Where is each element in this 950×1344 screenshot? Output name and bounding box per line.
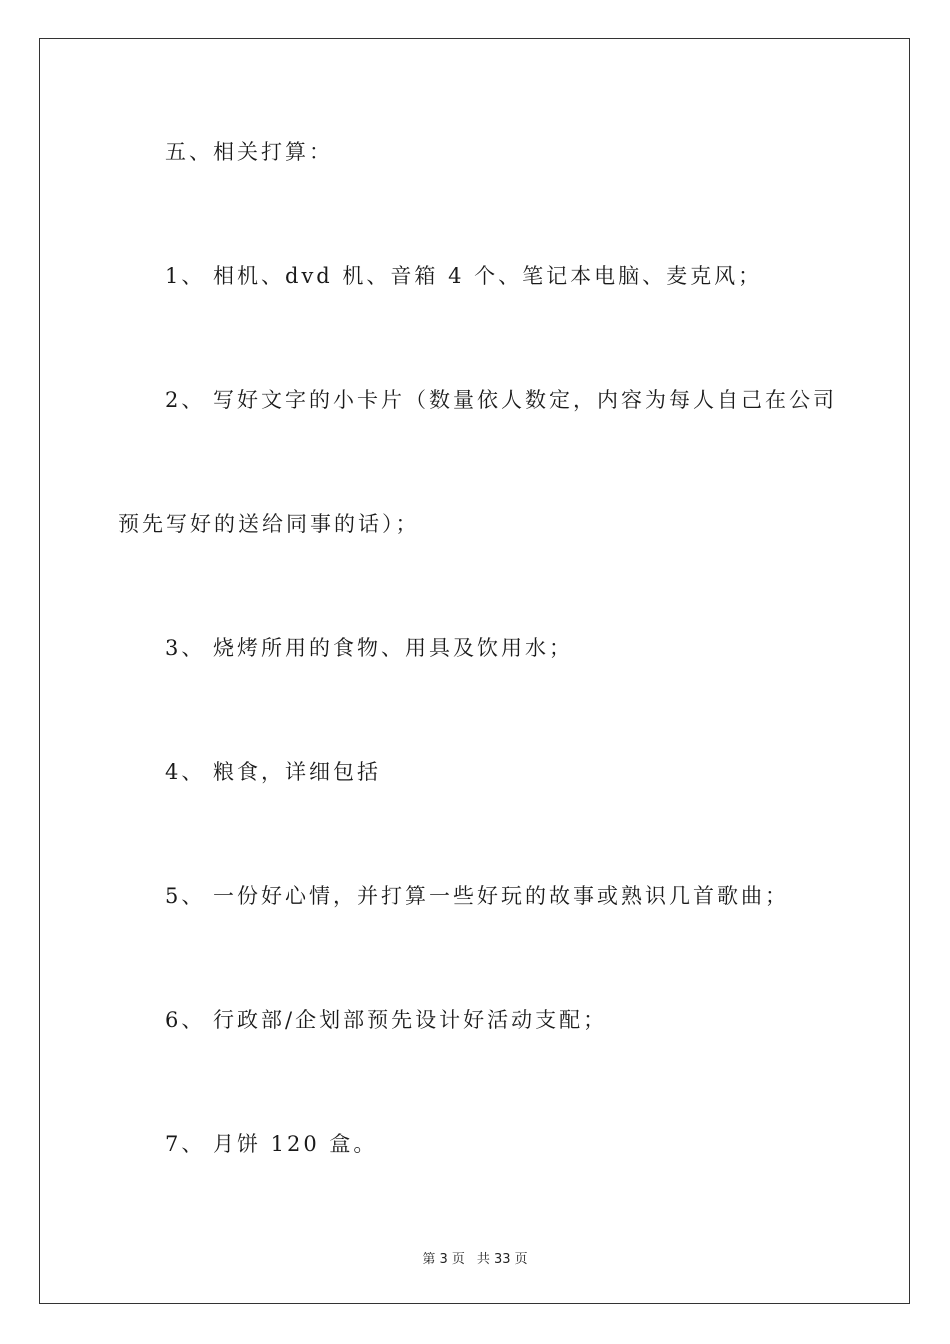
list-item-continuation [118, 510, 420, 538]
list-item-text: 粮食，详细包括 [213, 760, 381, 784]
list-item-text: 行政部/企划部预先设计好活动支配； [213, 1008, 608, 1032]
list-item-text: 烧烤所用的食物、用具及饮用水； [213, 636, 573, 660]
list-item-text: 一份好心情，并打算一些好玩的故事或熟识几首歌曲； [213, 884, 789, 908]
list-item [165, 386, 837, 414]
list-item [165, 882, 789, 910]
page-total: 共 33 页 [476, 1252, 528, 1267]
list-item-number: 5、 [165, 884, 206, 908]
list-item-text: 预先写好的送给同事的话）； [118, 512, 420, 536]
section-heading-text: 五、相关打算： [165, 140, 333, 164]
page-number: 第 3 页 [422, 1252, 465, 1267]
list-item-number: 6、 [165, 1008, 206, 1032]
page-frame [39, 38, 910, 1304]
list-item-text: 相机、dvd 机、音箱 4 个、笔记本电脑、麦克风； [213, 264, 763, 288]
section-heading [165, 138, 333, 166]
list-item-text: 写好文字的小卡片（数量依人数定，内容为每人自己在公司 [213, 388, 837, 412]
list-item [165, 262, 762, 290]
list-item-number: 7、 [165, 1132, 206, 1156]
list-item [165, 758, 381, 786]
list-item-number: 4、 [165, 760, 206, 784]
list-item-number: 1、 [165, 264, 206, 288]
list-item-number: 3、 [165, 636, 206, 660]
list-item [165, 634, 573, 662]
list-item-number: 2、 [165, 388, 206, 412]
list-item [165, 1130, 377, 1158]
list-item [165, 1006, 607, 1034]
list-item-text: 月饼 120 盒。 [213, 1132, 378, 1156]
page-footer [0, 1248, 950, 1267]
